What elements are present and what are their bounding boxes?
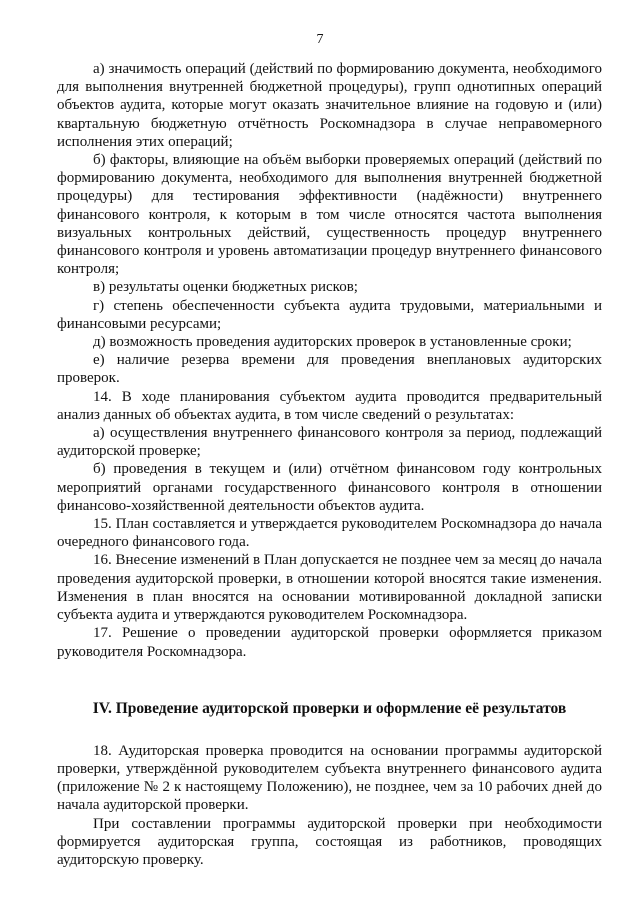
paragraph-17: 17. Решение о проведении аудиторской проверки оформляется приказом руководителя Роскомнадзора. bbox=[57, 625, 602, 660]
paragraph-13a: а) значимость операций (действий по формированию документа, необходимого для выполнения внутренней бюджетной процедуры), групп однотипных операций объектов аудита, которые могут оказать значительное влияние на годовую и (или) квартальную бюджетную отчётность Роскомнадзора в случае неправомерного исполнения этих операций; bbox=[57, 61, 602, 150]
paragraph-18: 18. Аудиторская проверка проводится на основании программы аудиторской проверки, утверждённой руководителем субъекта внутреннего финансового аудита (приложение № 2 к настоящему Положению), не позднее, чем за 10 рабочих дней до начала аудиторской проверки. bbox=[57, 742, 602, 814]
section-heading: IV. Проведение аудиторской проверки и оформление её результатов bbox=[92, 699, 567, 717]
paragraph-15: 15. План составляется и утверждается руководителем Роскомнадзора до начала очередного финансового года. bbox=[57, 516, 602, 551]
paragraph-14: 14. В ходе планирования субъектом аудита проводится предварительный анализ данных об объектах аудита, в том числе сведений о результатах: bbox=[57, 388, 602, 423]
paragraph-18-continued: При составлении программы аудиторской проверки при необходимости формируется аудиторская группа, состоящая из работников, проводящих аудиторскую проверку. bbox=[57, 815, 602, 868]
paragraph-13v: в) результаты оценки бюджетных рисков; bbox=[93, 279, 358, 296]
paragraph-13e: е) наличие резерва времени для проведения внеплановых аудиторских проверок. bbox=[57, 352, 602, 387]
paragraph-13g: г) степень обеспеченности субъекта аудита трудовыми, материальными и финансовыми ресурсами; bbox=[57, 297, 602, 332]
paragraph-13b: б) факторы, влияющие на объём выборки проверяемых операций (действий по формированию документа, необходимого для выполнения внутренней бюджетной процедуры) для тестирования эффективности (надёжности) внутреннего финансового контроля, к которым в том числе относятся частота выполнения визуальных контрольных действий, существенность процедур внутреннего финансового контроля и уровень автоматизации процедур внутреннего финансового контроля; bbox=[57, 152, 602, 278]
paragraph-14b: б) проведения в текущем и (или) отчётном финансовом году контрольных мероприятий органами государственного финансового контроля в отношении финансово-хозяйственной деятельности объектов аудита. bbox=[57, 461, 602, 514]
page-number: 7 bbox=[316, 32, 324, 47]
body-text-part2 bbox=[57, 742, 602, 869]
paragraph-16: 16. Внесение изменений в План допускается не позднее чем за месяц до начала проведения аудиторской проверки, в отношении которой вносятся такие изменения. Изменения в план вносятся на основании мотивированной докладной записки субъекта аудита и утверждаются руководителем Роскомнадзора. bbox=[57, 552, 602, 624]
body-text-part1 bbox=[57, 60, 602, 661]
paragraph-14a: а) осуществления внутреннего финансового контроля за период, подлежащий аудиторской проверке; bbox=[57, 425, 602, 460]
paragraph-13d: д) возможность проведения аудиторских проверок в установленные сроки; bbox=[93, 334, 572, 351]
